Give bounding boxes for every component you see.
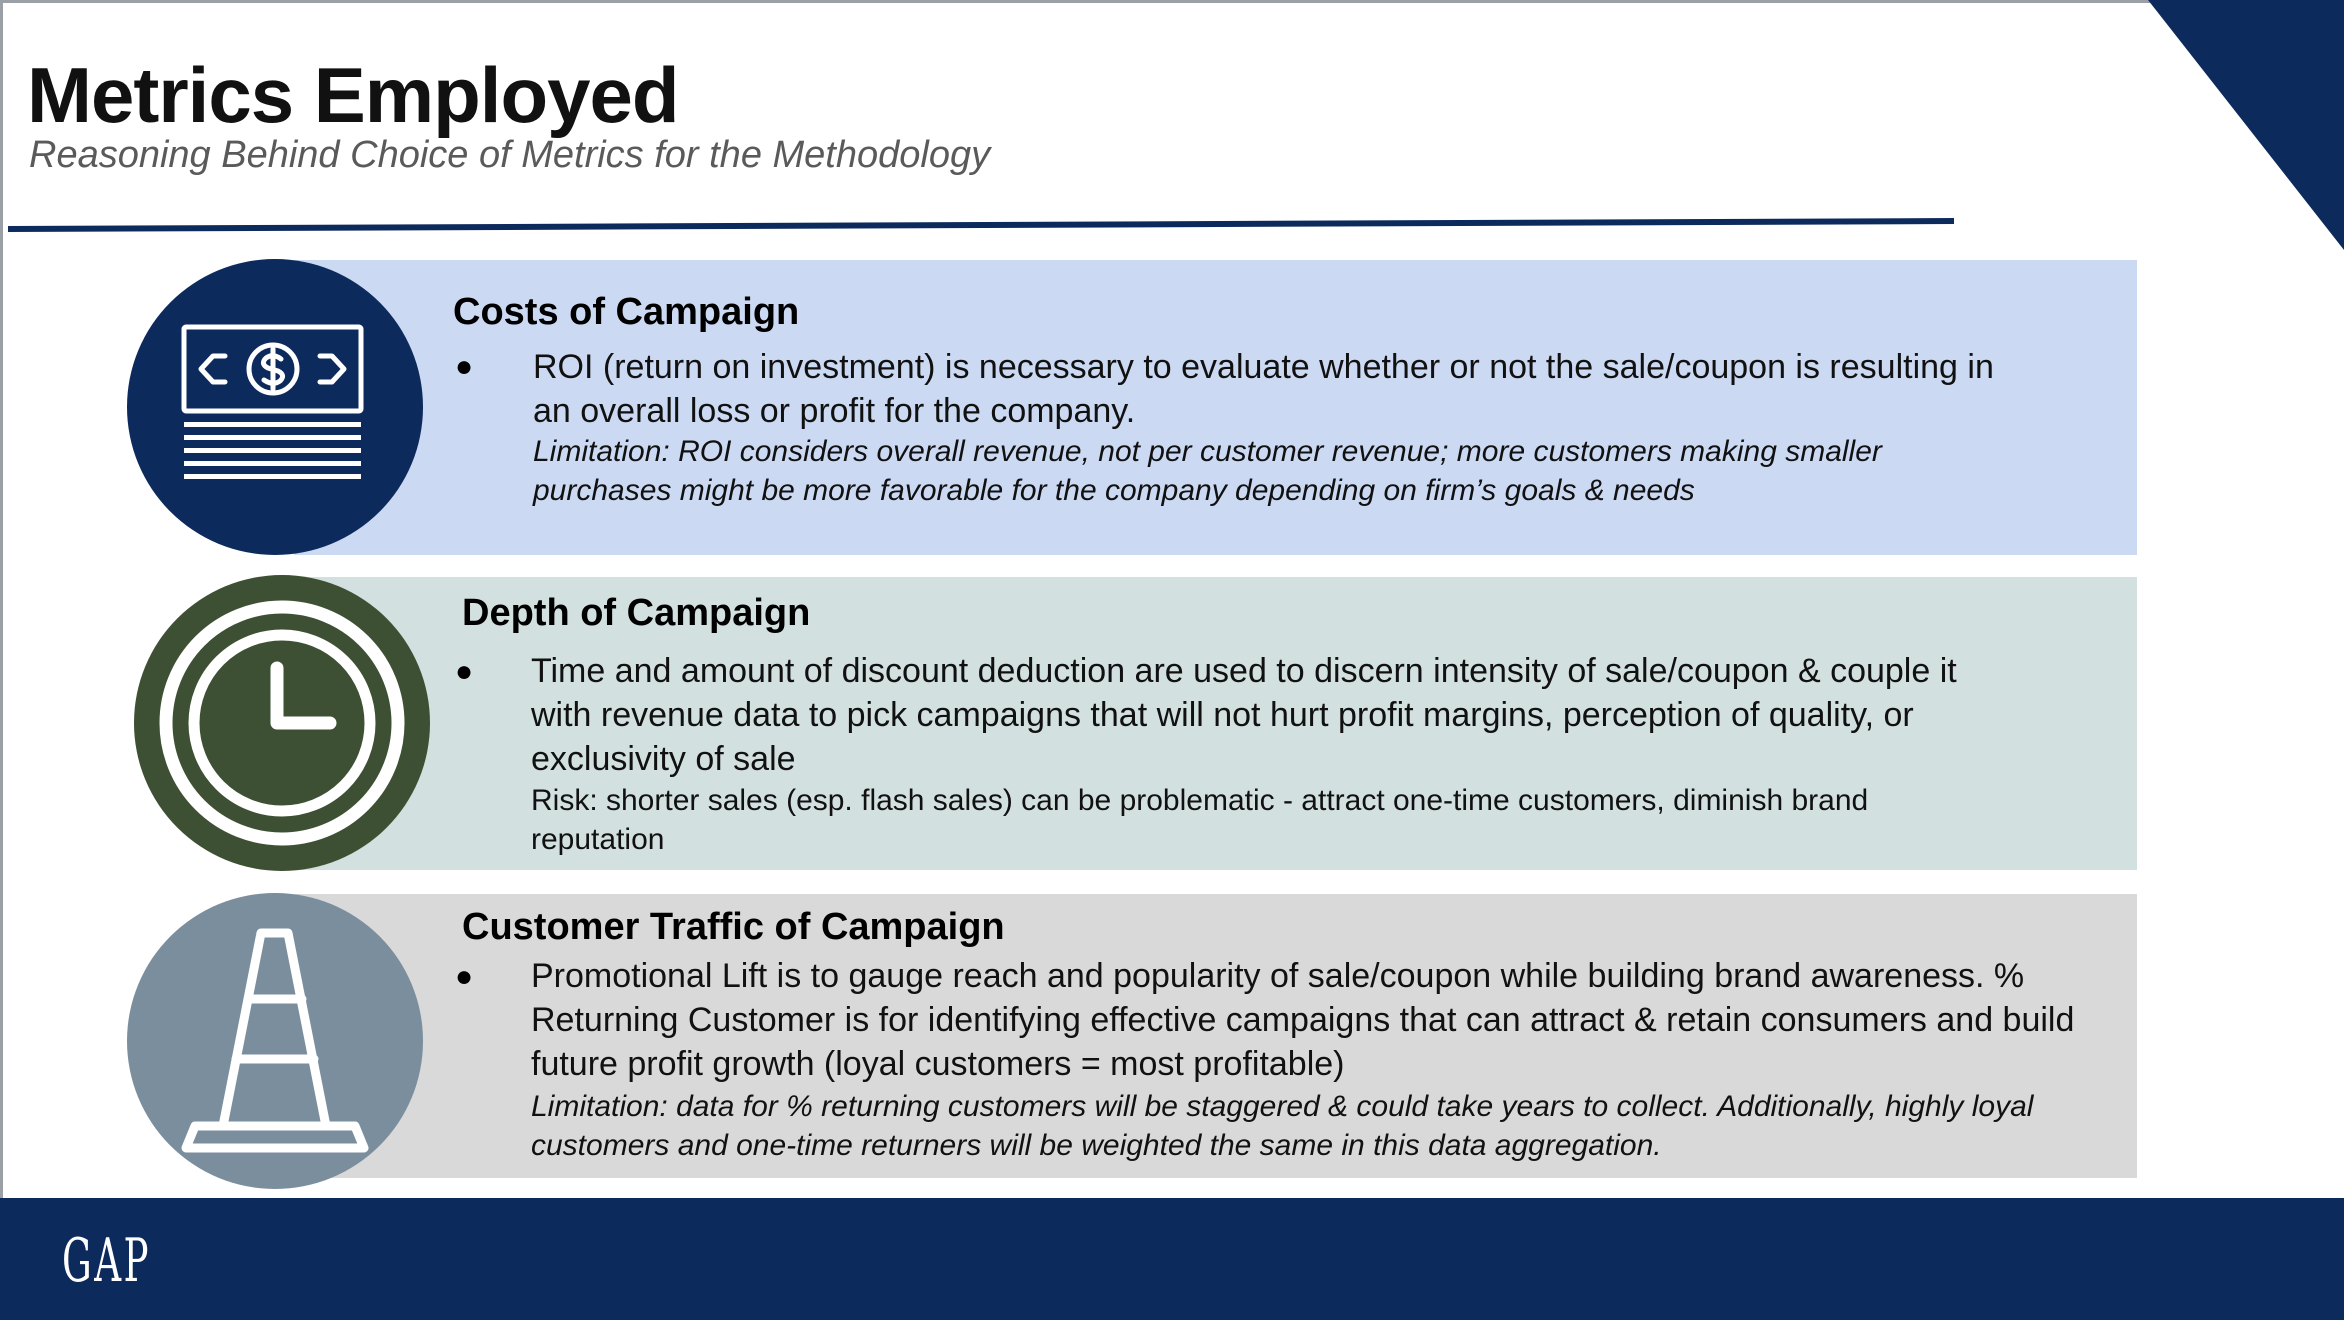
top-border xyxy=(0,0,2344,3)
costs-bullet: ● xyxy=(455,350,474,383)
depth-title: Depth of Campaign xyxy=(462,592,811,634)
page-title: Metrics Employed xyxy=(27,51,679,139)
corner-accent xyxy=(2148,0,2344,250)
traffic-body: Promotional Lift is to gauge reach and popularity of sale/coupon while building brand awareness. % Returning Customer is for identifying effective campaigns that can attract & retain consumers and build future profit growth (loyal customers = most profitable) xyxy=(531,957,2075,1083)
traffic-title: Customer Traffic of Campaign xyxy=(462,906,1005,948)
depth-icon-circle xyxy=(134,575,430,871)
costs-limitation: Limitation: ROI considers overall revenue, not per customer revenue; more customers making smaller purchases might be more favorable for the company depending on firm’s goals & needs xyxy=(533,435,1882,507)
clock-icon xyxy=(134,575,430,871)
depth-risk: Risk: shorter sales (esp. flash sales) can be problematic - attract one-time customers, diminish brand reputation xyxy=(531,784,1869,856)
costs-title: Costs of Campaign xyxy=(453,291,800,333)
traffic-cone-icon xyxy=(127,893,423,1189)
title-divider xyxy=(8,218,1954,232)
money-bill-icon xyxy=(127,259,423,555)
costs-icon-circle xyxy=(127,259,423,555)
footer-bar xyxy=(0,1198,2344,1320)
gap-logo: GAP xyxy=(62,1226,152,1296)
costs-body: ROI (return on investment) is necessary to evaluate whether or not the sale/coupon is resulting in an overall loss or profit for the company. xyxy=(533,348,1994,430)
left-border xyxy=(0,0,3,1200)
depth-bullet: ● xyxy=(455,655,474,688)
traffic-bullet: ● xyxy=(455,960,474,993)
depth-body: Time and amount of discount deduction are used to discern intensity of sale/coupon & couple it with revenue data to pick campaigns that will not hurt profit margins, perception of quality, or exclusivity of sale xyxy=(531,652,1957,778)
traffic-limitation: Limitation: data for % returning customers will be staggered & could take years to collect. Additionally, highly loyal customers and one-time returners will be weighted the same in this data aggregation. xyxy=(531,1090,2034,1162)
page-subtitle: Reasoning Behind Choice of Metrics for the Methodology xyxy=(29,134,991,176)
traffic-icon-circle xyxy=(127,893,423,1189)
